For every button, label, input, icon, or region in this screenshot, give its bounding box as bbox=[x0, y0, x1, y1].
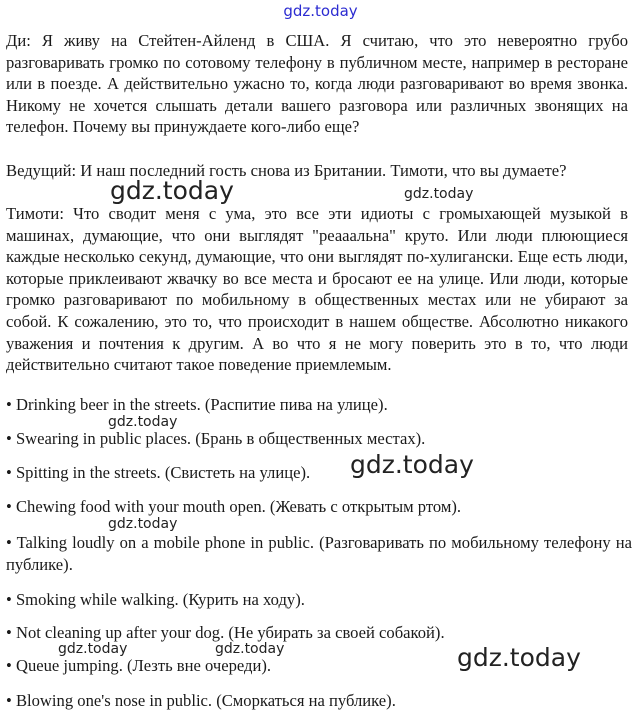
watermark-3: gdz.today bbox=[108, 414, 178, 430]
bullet-item-4: • Chewing food with your mouth open. (Жевать с открытым ртом). bbox=[6, 497, 462, 516]
watermark-5: gdz.today bbox=[108, 516, 178, 532]
watermark-1: gdz.today bbox=[110, 176, 234, 205]
bullet-item-7: • Not cleaning up after your dog. (Не убирать за своей собакой). bbox=[6, 623, 445, 642]
dee-paragraph: Ди: Я живу на Стейтен-Айленд в США. Я считаю, что это невероятно грубо разговаривать громко по сотовому телефону в публичном месте, например в ресторане или в поезде. А действительно ужасно то, когда люди разговаривают во время звонка. Никому не хочется слышать детали вашего разговора или различных звонящих на телефон. Почему вы принуждаете кого-либо еще? bbox=[6, 31, 628, 137]
bullet-item-5: • Talking loudly on a mobile phone in public. (Разговаривать по мобильному телефону на публике). bbox=[6, 533, 632, 574]
timothy-paragraph: Тимоти: Что сводит меня с ума, это все эти идиоты с громыхающей музыкой в машинах, думающие, что они выглядят "реааальна" круто. Или люди плюющиеся каждые несколько секунд, думающие, что они выглядят по-хулигански. Еще есть люди, которые приклеивают жвачку во все места и бросают ее на улице. Или люди, которые громко разговаривают по мобильному в общественных местах или не убирают за собой. К сожалению, это то, что происходит в нашем обществе. Абсолютно никакого уважения и почтения к другим. А во что я не могу поверить это в то, что люди действительно считают такое поведение приемлемым. bbox=[6, 204, 628, 375]
bullet-item-2: • Swearing in public places. (Брань в общественных местах). bbox=[6, 429, 426, 448]
bullet-item-8: • Queue jumping. (Лезть вне очереди). bbox=[6, 656, 272, 675]
watermark-4: gdz.today bbox=[350, 450, 474, 479]
watermark-6: gdz.today bbox=[58, 641, 128, 657]
watermark-8: gdz.today bbox=[457, 643, 581, 672]
host-paragraph: Ведущий: И наш последний гость снова из Британии. Тимоти, что вы думаете? bbox=[6, 161, 567, 180]
bullet-item-6: • Smoking while walking. (Курить на ходу). bbox=[6, 590, 305, 609]
bullet-item-3: • Spitting in the streets. (Свистеть на улице). bbox=[6, 463, 311, 482]
bullet-item-9: • Blowing one's nose in public. (Сморкаться на публике). bbox=[6, 691, 396, 710]
watermark-2: gdz.today bbox=[404, 186, 474, 202]
watermark-7: gdz.today bbox=[215, 641, 285, 657]
top-watermark: gdz.today bbox=[283, 2, 358, 20]
bullet-item-1: • Drinking beer in the streets. (Распитие пива на улице). bbox=[6, 395, 388, 414]
